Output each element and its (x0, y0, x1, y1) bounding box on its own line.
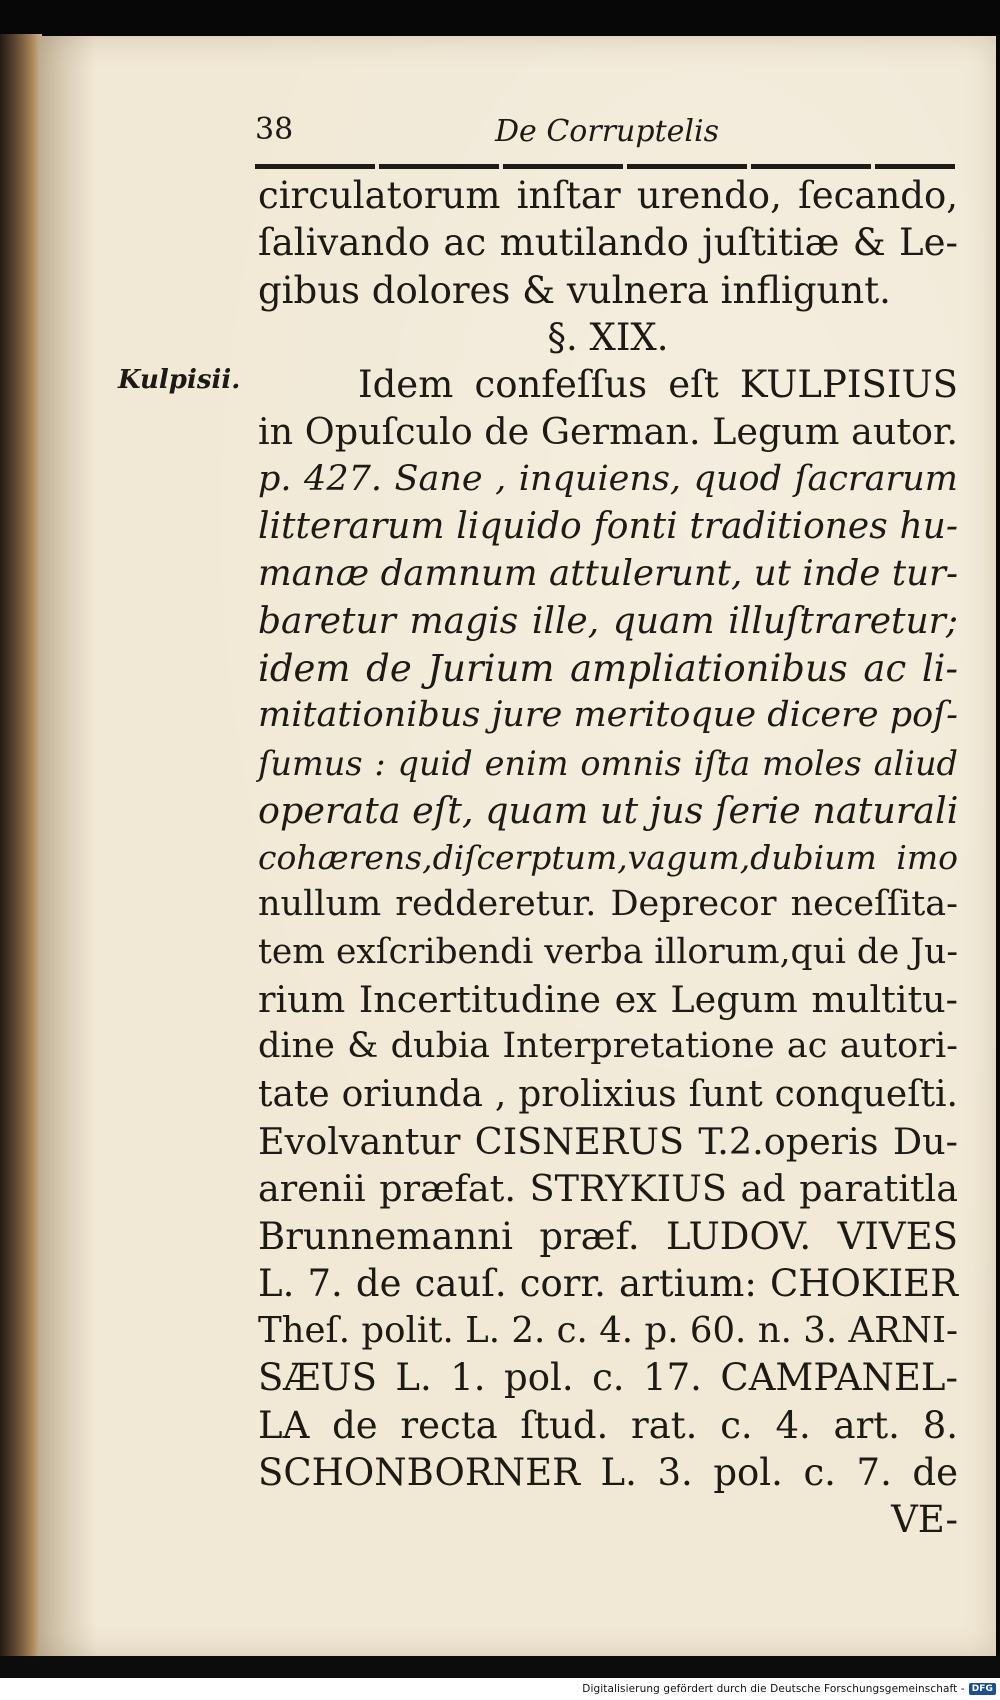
page-header (255, 112, 955, 156)
text-line: arenii præfat. STRYKIUS ad paratitla (258, 1167, 958, 1211)
text-line: tate oriunda , prolixius ſunt conqueſti. (258, 1073, 958, 1115)
text-line: SCHONBORNER L. 3. pol. c. 7. de (258, 1451, 958, 1495)
section-heading: §. XIX. (547, 315, 669, 359)
marginal-note: Kulpisii. (118, 365, 241, 395)
text-line: L. 7. de cauſ. corr. artium: CHOKIER (258, 1261, 958, 1305)
text-line: in Opuſculo de German. Legum autor. (258, 410, 959, 454)
text-line: idem de Jurium ampliationibus ac li- (258, 646, 958, 690)
text-line: Evolvantur CISNERUS T.2.operis Du- (258, 1119, 958, 1163)
credit-text: Digitalisierung gefördert durch die Deutsche Forschungsgemeinschaft - (582, 1683, 965, 1695)
text-line: cohærens,diſcerptum,vagum,dubium imo (258, 838, 958, 878)
text-line: LA de recta ſtud. rat. c. 4. art. 8. (258, 1403, 958, 1447)
text-line: rium Incertitudine ex Legum multitu- (258, 978, 958, 1022)
text-line: dine & dubia Interpretatione ac autori- (258, 1026, 958, 1067)
dfg-logo: DFG (969, 1683, 996, 1695)
book-spine-edge (0, 34, 42, 1656)
digitization-credit (0, 1678, 1000, 1700)
text-line: manæ damnum attulerunt, ut inde tur- (258, 553, 958, 595)
running-head: De Corruptelis (495, 114, 719, 149)
catchword: VE- (891, 1498, 958, 1542)
text-line: nullum redderetur. Deprecor neceſſita- (258, 884, 958, 925)
text-line: tem exſcribendi verba illorum,qui de Ju- (258, 931, 959, 972)
text-line: ſumus : quid enim omnis iſta moles aliud (258, 743, 958, 783)
text-line: mitationibus jure meritoque dicere poſ- (258, 695, 958, 736)
text-line: circulatorum inſtar urendo, ſecando, (258, 174, 958, 217)
text-line: operata eſt, quam ut jus ſerie naturali (258, 788, 959, 832)
header-rule (255, 164, 955, 169)
text-line: baretur magis ille, quam illuſtraretur; (258, 600, 958, 642)
text-line: p. 427. Sane , inquiens, quod ſacrarum (258, 458, 958, 499)
text-line: Brunnemanni præf. LUDOV. VIVES (258, 1214, 958, 1258)
text-line: Theſ. polit. L. 2. c. 4. p. 60. n. 3. ARNI- (258, 1310, 958, 1352)
text-line: litterarum liquido fonti traditiones hu- (258, 506, 958, 548)
text-line: gibus dolores & vulnera infligunt. (258, 268, 891, 312)
page-number: 38 (255, 112, 294, 147)
text-line: Idem confeſſus eſt KULPISIUS (358, 363, 958, 407)
text-line: SÆUS L. 1. pol. c. 17. CAMPANEL- (258, 1356, 958, 1400)
text-line: ſalivando ac mutilando juſtitiæ & Le- (258, 221, 958, 265)
body-text (258, 172, 958, 1544)
